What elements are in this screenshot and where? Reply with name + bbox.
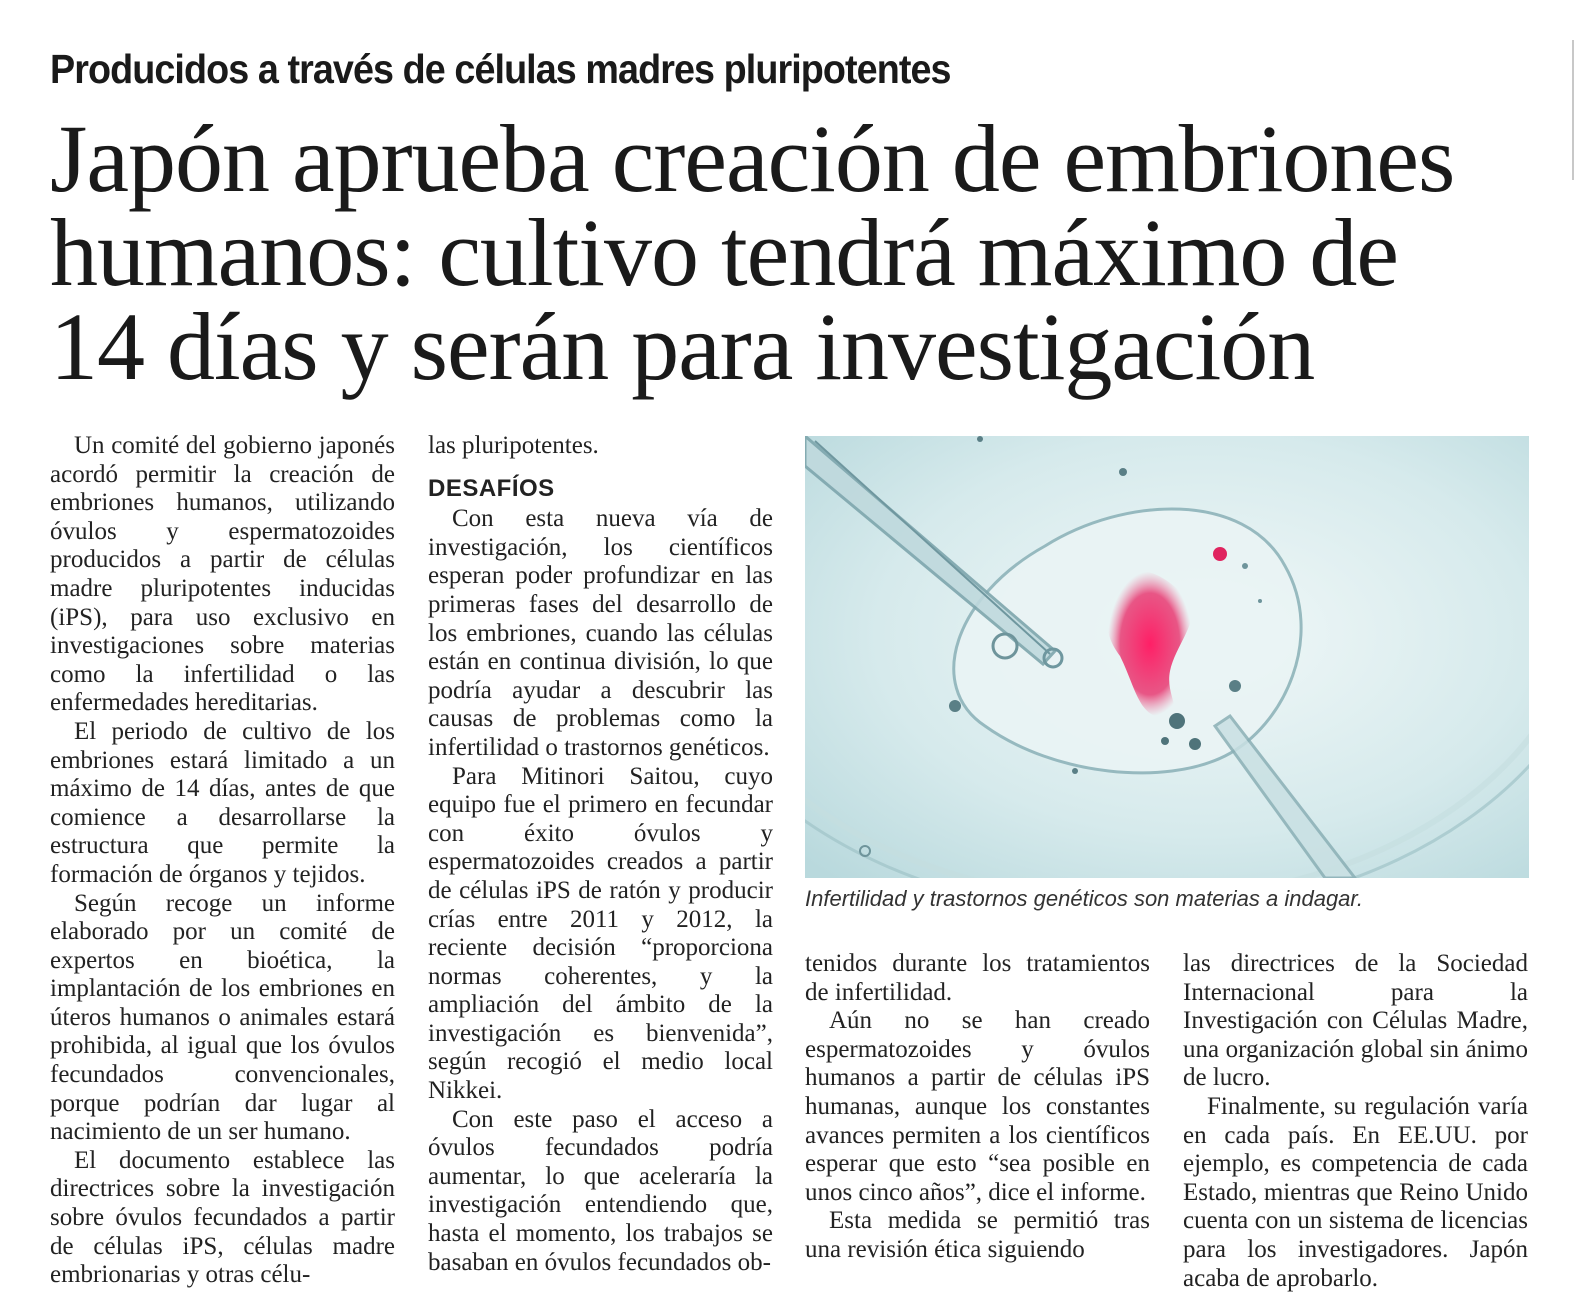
page-edge-rule (1572, 40, 1574, 180)
article-column-3 (805, 950, 1150, 1265)
paragraph-continuation: tenidos durante los tratamientos de infertilidad. (805, 950, 1150, 1006)
paragraph: Un comité del gobierno japonés acordó permitir la creación de embriones humanos, utilizando óvulos y espermatozoides producidos a partir de células madre pluripotentes inducidas (iPS), para uso exclusivo en investigaciones sobre materias como la infertilidad o las enfermedades hereditarias. (50, 432, 395, 717)
article-kicker: Producidos a través de células madres pluripotentes (50, 46, 951, 92)
headline-line-2: humanos: cultivo tendrá máximo de (50, 199, 1399, 306)
paragraph: Para Mitinori Saitou, cuyo equipo fue el primero en fecundar con éxito óvulos y espermatozoides creados a partir de células iPS de ratón y producir crías entre 2011 y 2012, la reciente decisión “proporciona normas coherentes, y la ampliación del ámbito de la investigación es bienvenida”, según recogió el medio local Nikkei. (428, 762, 773, 1105)
paragraph: Con este paso el acceso a óvulos fecundados podría aumentar, lo que aceleraría la investigación entendiendo que, hasta el momento, los trabajos se basaban en óvulos fecundados ob- (428, 1105, 773, 1276)
article-column-4 (1183, 950, 1528, 1293)
photo-caption: Infertilidad y trastornos genéticos son materias a indagar. (805, 886, 1364, 911)
paragraph-continuation: las pluripotentes. (428, 432, 599, 459)
article-headline (50, 105, 1540, 400)
article-column-1 (50, 432, 395, 1290)
headline-line-1: Japón aprueba creación de embriones (50, 105, 1455, 212)
paragraph: Esta medida se permitió tras una revisión ética siguiendo (805, 1207, 1150, 1263)
paragraph: Con esta nueva vía de investigación, los científicos esperan poder profundizar en las primeras fases del desarrollo de los embriones, cuando las células están en continua división, lo que podría ayudar a descubrir las causas de problemas como la infertilidad o trastornos genéticos. (428, 505, 773, 761)
paragraph: Según recoge un informe elaborado por un comité de expertos en bioética, la implantación de los embriones en úteros humanos o animales estará prohibida, al igual que los óvulos fecundados convencionales, porque podrían dar lugar al nacimiento de un ser humano. (50, 889, 395, 1146)
article-column-2 (428, 432, 773, 1277)
section-subhead: DESAFÍOS (428, 474, 555, 502)
paragraph: El documento establece las directrices sobre la investigación sobre óvulos fecundados a partir de células iPS, células madre embrionarias y otras célu- (50, 1146, 395, 1289)
paragraph: Finalmente, su regulación varía en cada país. En EE.UU. por ejemplo, es competencia de cada Estado, mientras que Reino Unido cuenta con un sistema de licencias para los investigadores. Japón acaba de aprobarlo. (1183, 1092, 1528, 1292)
petri-dish-pipette-image (805, 436, 1529, 878)
headline-line-3: 14 días y serán para investigación (50, 293, 1315, 400)
paragraph: El periodo de cultivo de los embriones estará limitado a un máximo de 14 días, antes de que comience a desarrollarse la estructura que permite la formación de órganos y tejidos. (50, 717, 395, 888)
photo-illustration (805, 436, 1529, 878)
paragraph-continuation: las directrices de la Sociedad Internacional para la Investigación con Células Madre, una organización global sin ánimo de lucro. (1183, 950, 1528, 1092)
paragraph: Aún no se han creado espermatozoides y óvulos humanos a partir de células iPS humanas, aunque los constantes avances permiten a los científicos esperar que esto “sea posible en unos cinco años”, dice el informe. (805, 1007, 1150, 1206)
